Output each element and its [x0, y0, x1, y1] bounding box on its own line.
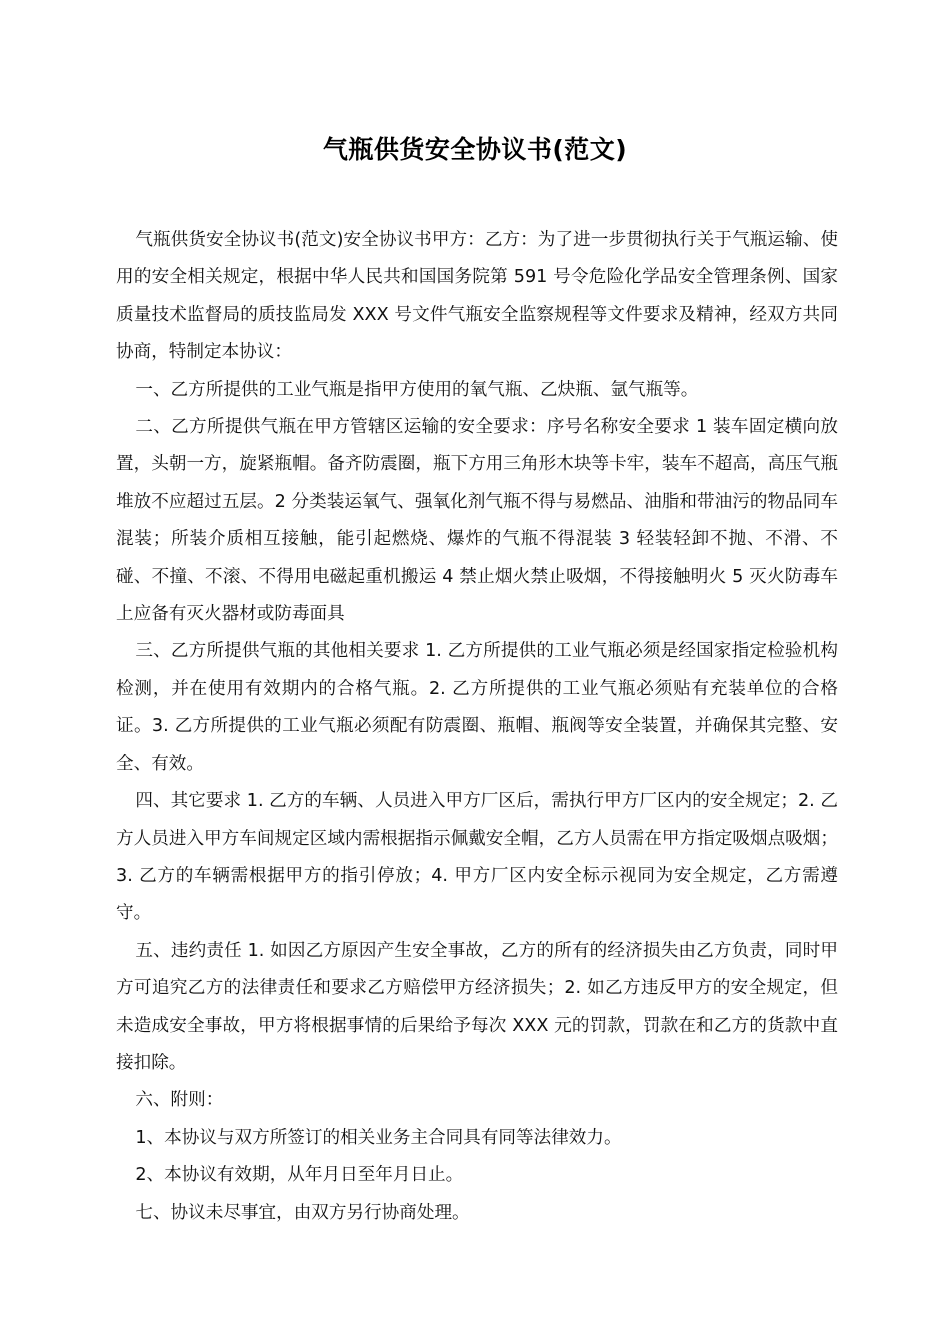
paragraph-section-5: 五、违约责任 1. 如因乙方原因产生安全事故，乙方的所有的经济损失由乙方负责，同时甲方可追究乙方的法律责任和要求乙方赔偿甲方经济损失；2. 如乙方违反甲方的安全规定，但未造成安全事故，甲方将根据事情的后果给予每次 XXX 元的罚款，罚款在和乙方的货款中直接扣除。	[116, 940, 838, 1073]
paragraph-section-6: 六、附则：	[135, 1090, 224, 1111]
paragraph-clause-2: 2、本协议有效期，从年月日至年月日止。	[135, 1165, 464, 1186]
paragraph-clause-1: 1、本协议与双方所签订的相关业务主合同具有同等法律效力。	[135, 1127, 622, 1148]
document-title: 气瓶供货安全协议书(范文)	[322, 135, 628, 164]
paragraph-section-1: 一、乙方所提供的工业气瓶是指甲方使用的氧气瓶、乙炔瓶、氩气瓶等。	[135, 379, 699, 400]
paragraph-section-7: 七、协议未尽事宜，由双方另行协商处理。	[135, 1202, 470, 1223]
paragraph-section-3: 三、乙方所提供气瓶的其他相关要求 1. 乙方所提供的工业气瓶必须是经国家指定检验机构检测，并在使用有效期内的合格气瓶。2. 乙方所提供的工业气瓶必须贴有充装单位的合格证。3. 乙方所提供的工业气瓶必须配有防震圈、瓶帽、瓶阀等安全装置，并确保其完整、安全、有效。	[116, 641, 838, 774]
document-body	[116, 222, 838, 1232]
paragraph-section-2: 二、乙方所提供气瓶在甲方管辖区运输的安全要求：序号名称安全要求 1 装车固定横向放置，头朝一方，旋紧瓶帽。备齐防震圈，瓶下方用三角形木块等卡牢，装车不超高，高压气瓶堆放不应超过五层。2 分类装运氧气、强氧化剂气瓶不得与易燃品、油脂和带油污的物品同车混装；所装介质相互接触，能引起燃烧、爆炸的气瓶不得混装 3 轻装轻卸不抛、不滑、不碰、不撞、不滚、不得用电磁起重机搬运 4 禁止烟火禁止吸烟，不得接触明火 5 灭火防毒车上应备有灭火器材或防毒面具	[116, 417, 838, 625]
paragraph-intro: 气瓶供货安全协议书(范文)安全协议书甲方：乙方：为了进一步贯彻执行关于气瓶运输、使用的安全相关规定，根据中华人民共和国国务院第 591 号令危险化学品安全管理条例、国家质量技术监督局的质技监局发 XXX 号文件气瓶安全监察规程等文件要求及精神，经双方共同协商，特制定本协议：	[116, 230, 838, 363]
paragraph-section-4: 四、其它要求 1. 乙方的车辆、人员进入甲方厂区后，需执行甲方厂区内的安全规定；2. 乙方人员进入甲方车间规定区域内需根据指示佩戴安全帽，乙方人员需在甲方指定吸烟点吸烟；3. 乙方的车辆需根据甲方的指引停放；4. 甲方厂区内安全标示视同为安全规定，乙方需遵守。	[116, 791, 838, 924]
